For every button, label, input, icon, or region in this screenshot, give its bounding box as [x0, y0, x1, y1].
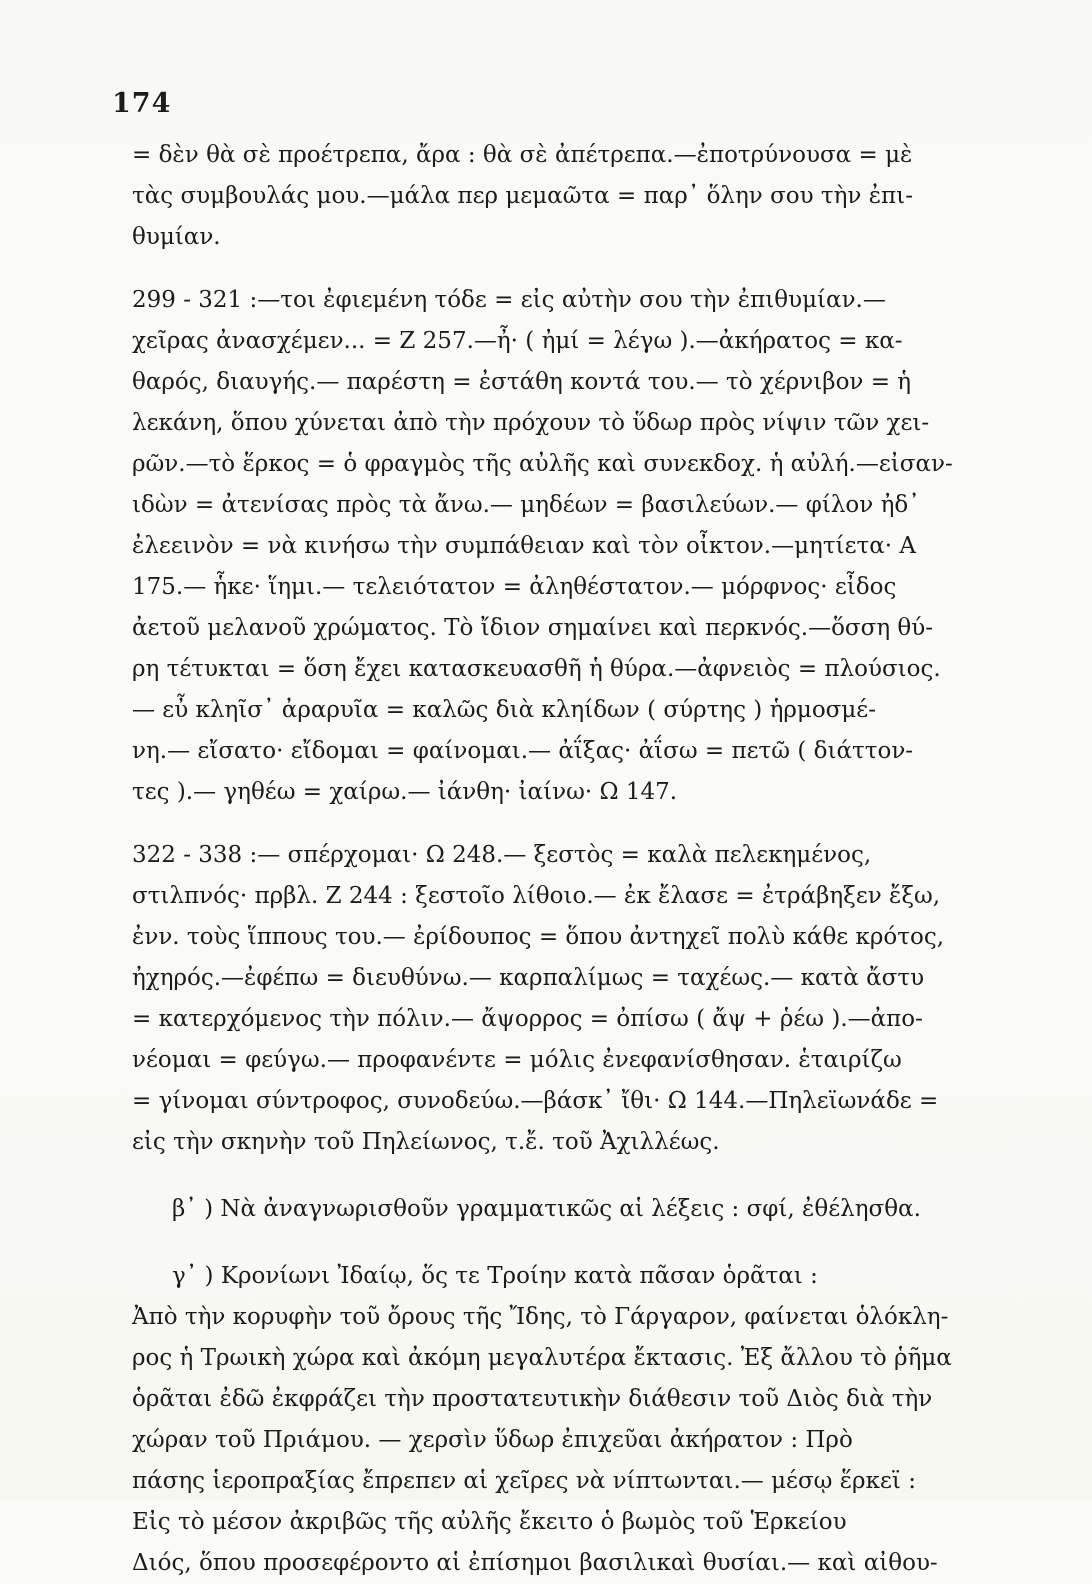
text-line: ἐνν. τοὺς ἵππους του.— ἐρίδουπος = ὅπου ἀντηχεῖ πολὺ κάθε κρότος, — [132, 924, 945, 950]
text-line: = γίνομαι σύντροφος, συνοδεύω.—βάσκ᾽ ἴθι· Ω 144.—Πηλεϊωνάδε = — [132, 1088, 939, 1114]
text-line: — εὖ κληῖσ᾽ ἀραρυῖα = καλῶς διὰ κληίδων ( σύρτης ) ἡρμοσμέ- — [132, 697, 876, 723]
text-line: νη.— εἴσατο· εἴδομαι = φαίνομαι.— ἀΐξας· ἀΐσω = πετῶ ( διάττον- — [132, 738, 914, 764]
text-line: τὰς συμβουλάς μου.—μάλα περ μεμαῶτα = παρ᾽ ὅλην σου τὴν ἐπι- — [132, 183, 913, 209]
text-line: στιλπνός· πρβλ. Ζ 244 : ξεστοῖο λίθοιο.— ἐκ ἔλασε = ἐτράβηξεν ἔξω, — [132, 883, 941, 909]
text-line: ρος ἡ Τρωικὴ χώρα καὶ ἀκόμη μεγαλυτέρα ἔκτασις. Ἐξ ἄλλου τὸ ῥῆμα — [132, 1345, 952, 1371]
section-heading-line: 322 - 338 :— σπέρχομαι· Ω 248.— ξεστὸς = καλὰ πελεκημένος, — [132, 842, 872, 868]
text-line: τες ).— γηθέω = χαίρω.— ἰάνθη· ἰαίνω· Ω 147. — [132, 779, 678, 805]
text-line: χεῖρας ἀνασχέμεν... = Ζ 257.—ἦ· ( ἠμί = λέγω ).—ἀκήρατος = κα- — [132, 328, 903, 354]
text-line: ὁρᾶται ἐδῶ ἐκφράζει τὴν προστατευτικὴν διάθεσιν τοῦ Διὸς διὰ τὴν — [132, 1386, 933, 1412]
commentary-text — [132, 135, 1012, 1584]
text-line: = κατερχόμενος τὴν πόλιν.— ἄψορρος = ὀπίσω ( ἄψ + ῥέω ).—ἀπο- — [132, 1006, 923, 1032]
text-line: λεκάνη, ὅπου χύνεται ἀπὸ τὴν πρόχουν τὸ ὕδωρ πρὸς νίψιν τῶν χει- — [132, 410, 930, 436]
exercise-b-line: β᾽ ) Νὰ ἀναγνωρισθοῦν γραμματικῶς αἱ λέξεις : σφί, ἐθέλησθα. — [172, 1196, 921, 1222]
text-line: εἰς τὴν σκηνὴν τοῦ Πηλείωνος, τ.ἔ. τοῦ Ἀχιλλέως. — [132, 1129, 720, 1155]
text-line: ρη τέτυκται = ὅση ἔχει κατασκευασθῆ ἡ θύρα.—ἀφνειὸς = πλούσιος. — [132, 656, 941, 682]
text-line: Εἰς τὸ μέσον ἀκριβῶς τῆς αὐλῆς ἔκειτο ὁ βωμὸς τοῦ Ἑρκείου — [132, 1509, 847, 1535]
text-line: 175.— ἧκε· ἵημι.— τελειότατον = ἀληθέστατον.— μόρφνος· εἶδος — [132, 574, 897, 600]
text-line: = δὲν θὰ σὲ προέτρεπα, ἄρα : θὰ σὲ ἀπέτρεπα.—ἐποτρύνουσα = μὲ — [132, 142, 913, 168]
text-line: ἠχηρός.—ἐφέπω = διευθύνω.— καρπαλίμως = ταχέως.— κατὰ ἄστυ — [132, 965, 925, 991]
text-line: ἐλεεινὸν = νὰ κινήσω τὴν συμπάθειαν καὶ τὸν οἶκτον.—μητίετα· Α — [132, 533, 916, 559]
text-line: Διός, ὅπου προσεφέροντο αἱ ἐπίσημοι βασιλικαὶ θυσίαι.— καὶ αἰθου- — [132, 1550, 938, 1576]
text-line: πάσης ἱεροπραξίας ἔπρεπεν αἱ χεῖρες νὰ νίπτωνται.— μέσῳ ἕρκεϊ : — [132, 1468, 916, 1494]
page-number: 174 — [112, 88, 172, 119]
text-line: Ἀπὸ τὴν κορυφὴν τοῦ ὄρους τῆς Ἴδης, τὸ Γάργαρον, φαίνεται ὁλόκλη- — [132, 1304, 949, 1330]
exercise-c-line: γ᾽ ) Κρονίωνι Ἰδαίῳ, ὅς τε Τροίην κατὰ πᾶσαν ὁρᾶται : — [172, 1263, 818, 1289]
text-line: ρῶν.—τὸ ἕρκος = ὁ φραγμὸς τῆς αὐλῆς καὶ συνεκδοχ. ἡ αὐλή.—εἰσαν- — [132, 451, 953, 477]
text-line: νέομαι = φεύγω.— προφανέντε = μόλις ἐνεφανίσθησαν. ἑταιρίζω — [132, 1047, 902, 1073]
text-line: ιδὼν = ἀτενίσας πρὸς τὰ ἄνω.— μηδέων = βασιλεύων.— φίλον ἠδ᾽ — [132, 492, 920, 518]
text-line: θυμίαν. — [132, 224, 221, 250]
text-line: ἀετοῦ μελανοῦ χρώματος. Τὸ ἴδιον σημαίνει καὶ περκνός.—ὅσση θύ- — [132, 615, 934, 641]
text-line: χώραν τοῦ Πριάμου. — χερσὶν ὕδωρ ἐπιχεῦαι ἀκήρατον : Πρὸ — [132, 1427, 853, 1453]
text-line: θαρός, διαυγής.— παρέστη = ἐστάθη κοντά του.— τὸ χέρνιβον = ἡ — [132, 369, 912, 395]
section-heading-line: 299 - 321 :—τοι ἐφιεμένη τόδε = εἰς αὐτὴν σου τὴν ἐπιθυμίαν.— — [132, 287, 886, 313]
